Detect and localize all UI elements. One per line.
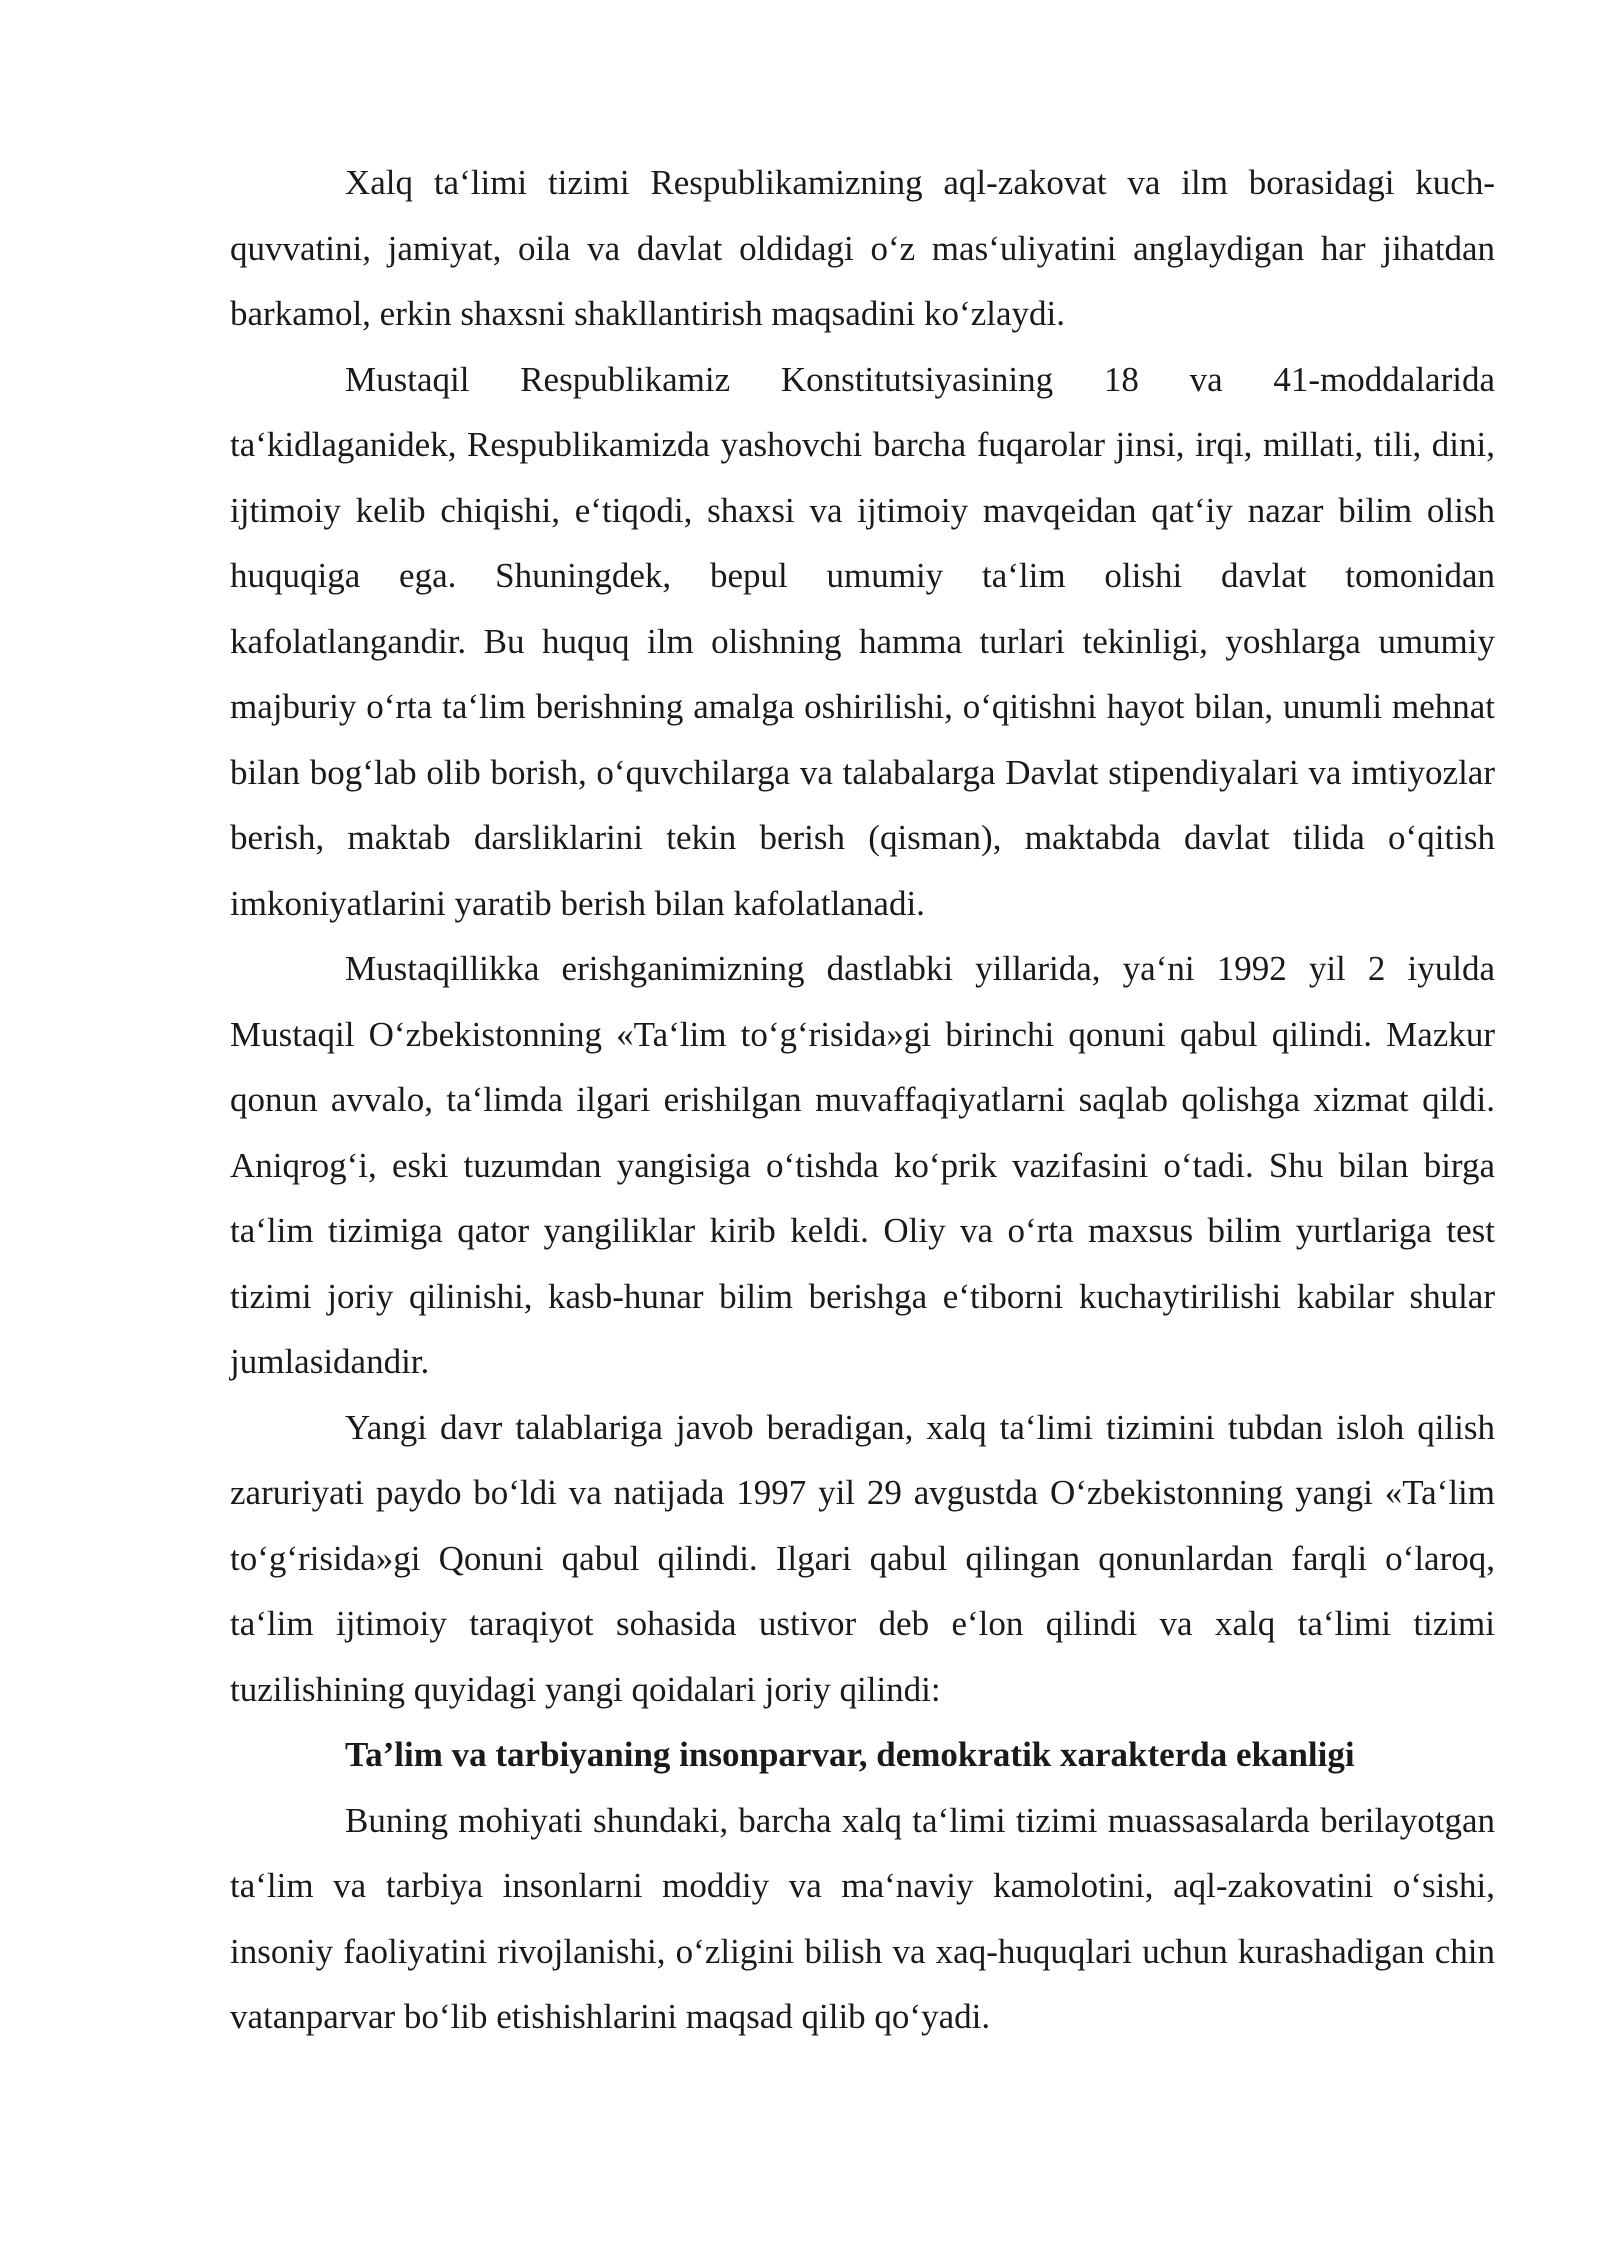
paragraph-4: Yangi davr talablariga javob beradigan, xalq taʻlimi tizimini tubdan isloh qilish zaruriyati paydo boʻldi va natijada 1997 yil 29 avgustda Oʻzbekistonning yangi «Taʻlim toʻgʻrisida»gi Qonuni qabul qilindi. Ilgari qabul qilingan qonunlardan farqli oʻlaroq, taʻlim ijtimoiy taraqiyot sohasida ustivor deb eʻlon qilindi va xalq taʻlimi tizimi tuzilishining quyidagi yangi qoidalari joriy qilindi:: [230, 1407, 1495, 1709]
paragraph-3: Mustaqillikka erishganimizning dastlabki yillarida, yaʻni 1992 yil 2 iyulda Mustaqil Oʻzbekistonning «Taʻlim toʻgʻrisida»gi birinchi qonuni qabul qilindi. Mazkur qonun avvalo, taʻlimda ilgari erishilgan muvaffaqiyatlarni saqlab qolishga xizmat qildi. Aniqrogʻi, eski tuzumdan yangisiga oʻtishda koʻprik vazifasini oʻtadi. Shu bilan birga taʻlim tizimiga qator yangiliklar kirib keldi. Oliy va oʻrta maxsus bilim yurtlariga test tizimi joriy qilinishi, kasb-hunar bilim berishga eʻtiborni kuchaytirilishi kabilar shular jumlasidandir.: [230, 949, 1495, 1381]
paragraph-5: Buning mohiyati shundaki, barcha xalq taʻlimi tizimi muassasalarda berilayotgan taʻlim va tarbiya insonlarni moddiy va maʻnaviy kamolotini, aql-zakovatini oʻsishi, insoniy faoliyatini rivojlanishi, oʻzligini bilish va xaq-huquqlari uchun kurashadigan chin vatanparvar boʻlib etishishlarini maqsad qilib qoʻyadi.: [230, 1800, 1495, 2036]
paragraph-1: Xalq taʻlimi tizimi Respublikamizning aql-zakovat va ilm borasidagi kuch-quvvatini, jamiyat, oila va davlat oldidagi oʻz masʻuliyatini anglaydigan har jihatdan barkamol, erkin shaxsni shakllantirish maqsadini koʻzlaydi.: [230, 163, 1495, 333]
section-heading: Ta’lim va tarbiyaning insonparvar, demokratik xarakterda ekanligi: [345, 1735, 1355, 1774]
paragraph-2: Mustaqil Respublikamiz Konstitutsiyasining 18 va 41-moddalarida taʻkidlaganidek, Respublikamizda yashovchi barcha fuqarolar jinsi, irqi, millati, tili, dini, ijtimoiy kelib chiqishi, eʻtiqodi, shaxsi va ijtimoiy mavqeidan qatʻiy nazar bilim olish huquqiga ega. Shuningdek, bepul umumiy taʻlim olishi davlat tomonidan kafolatlangandir. Bu huquq ilm olishning hamma turlari tekinligi, yoshlarga umumiy majburiy oʻrta taʻlim berishning amalga oshirilishi, oʻqitishni hayot bilan, unumli mehnat bilan bogʻlab olib borish, oʻquvchilarga va talabalarga Davlat stipendiyalari va imtiyozlar berish, maktab darsliklarini tekin berish (qisman), maktabda davlat tilida oʻqitish imkoniyatlarini yaratib berish bilan kafolatlanadi.: [230, 359, 1495, 923]
document-page: [230, 150, 1495, 2050]
